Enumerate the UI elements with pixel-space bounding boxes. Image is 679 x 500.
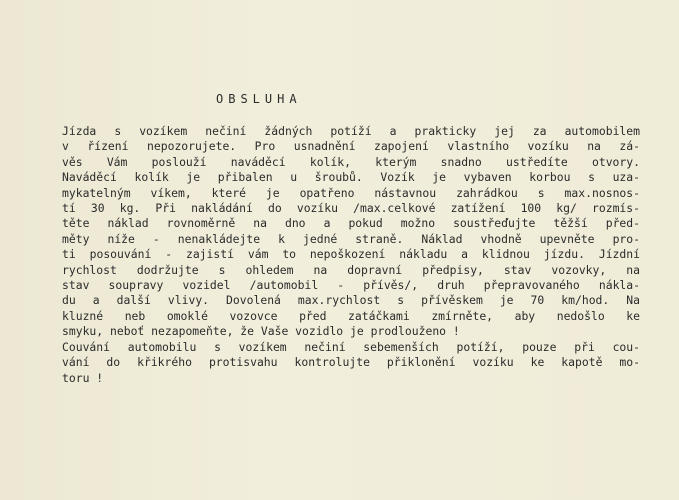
- text-line: du a další vlivy. Dovolená max.rychlost s přívěskem je 70 km/hod. Na: [62, 293, 640, 308]
- text-line: tí 30 kg. Při nakládání do vozíku /max.celkové zatížení 100 kg/ rozmís-: [62, 201, 640, 216]
- text-line: toru !: [62, 370, 104, 385]
- text-line: Couvání automobilu s vozíkem nečiní sebemenších potíží, pouze při cou-: [62, 339, 640, 354]
- text-line: stav soupravy vozidel /automobil - přívěs/, druh přepravovaného nákla-: [62, 278, 640, 293]
- text-line: ti posouvání - zajistí vám to nepoškození nákladu a klidnou jízdu. Jízdní: [62, 247, 640, 262]
- text-line: měty níže - nenakládejte k jedné straně. Náklad vhodně upevněte pro-: [62, 231, 640, 246]
- section-title: OBSLUHA: [216, 92, 302, 106]
- instructions-text: [62, 124, 640, 386]
- text-line: smyku, neboť nezapomeňte, že Vaše vozidlo je prodlouženo !: [62, 324, 460, 339]
- text-line: těte náklad rovnoměrně na dno a pokud možno soustřeďujte těžší před-: [62, 216, 640, 231]
- text-line: Jízda s vozíkem nečiní žádných potíží a prakticky jej za automobilem: [62, 124, 640, 138]
- text-line: věs Vám poslouží naváděcí kolík, kterým snadno ustředíte otvory.: [62, 154, 640, 169]
- text-line: vání do křikrého protisvahu kontrolujte přiklonění vozíku ke kapotě mo-: [62, 355, 640, 370]
- text-line: rychlost dodržujte s ohledem na dopravní předpisy, stav vozovky, na: [62, 262, 640, 277]
- text-line: Naváděcí kolík je přibalen u šroubů. Vozík je vybaven korbou s uza-: [62, 170, 640, 185]
- text-line: v řízení nepozorujete. Pro usnadnění zapojení vlastního vozíku na zá-: [62, 139, 640, 154]
- text-line: kluzné neb omoklé vozovce před zatáčkami zmírněte, aby nedošlo ke: [62, 308, 640, 323]
- text-line: mykatelným víkem, které je opatřeno nástavnou zahrádkou s max.nosnos-: [62, 185, 640, 200]
